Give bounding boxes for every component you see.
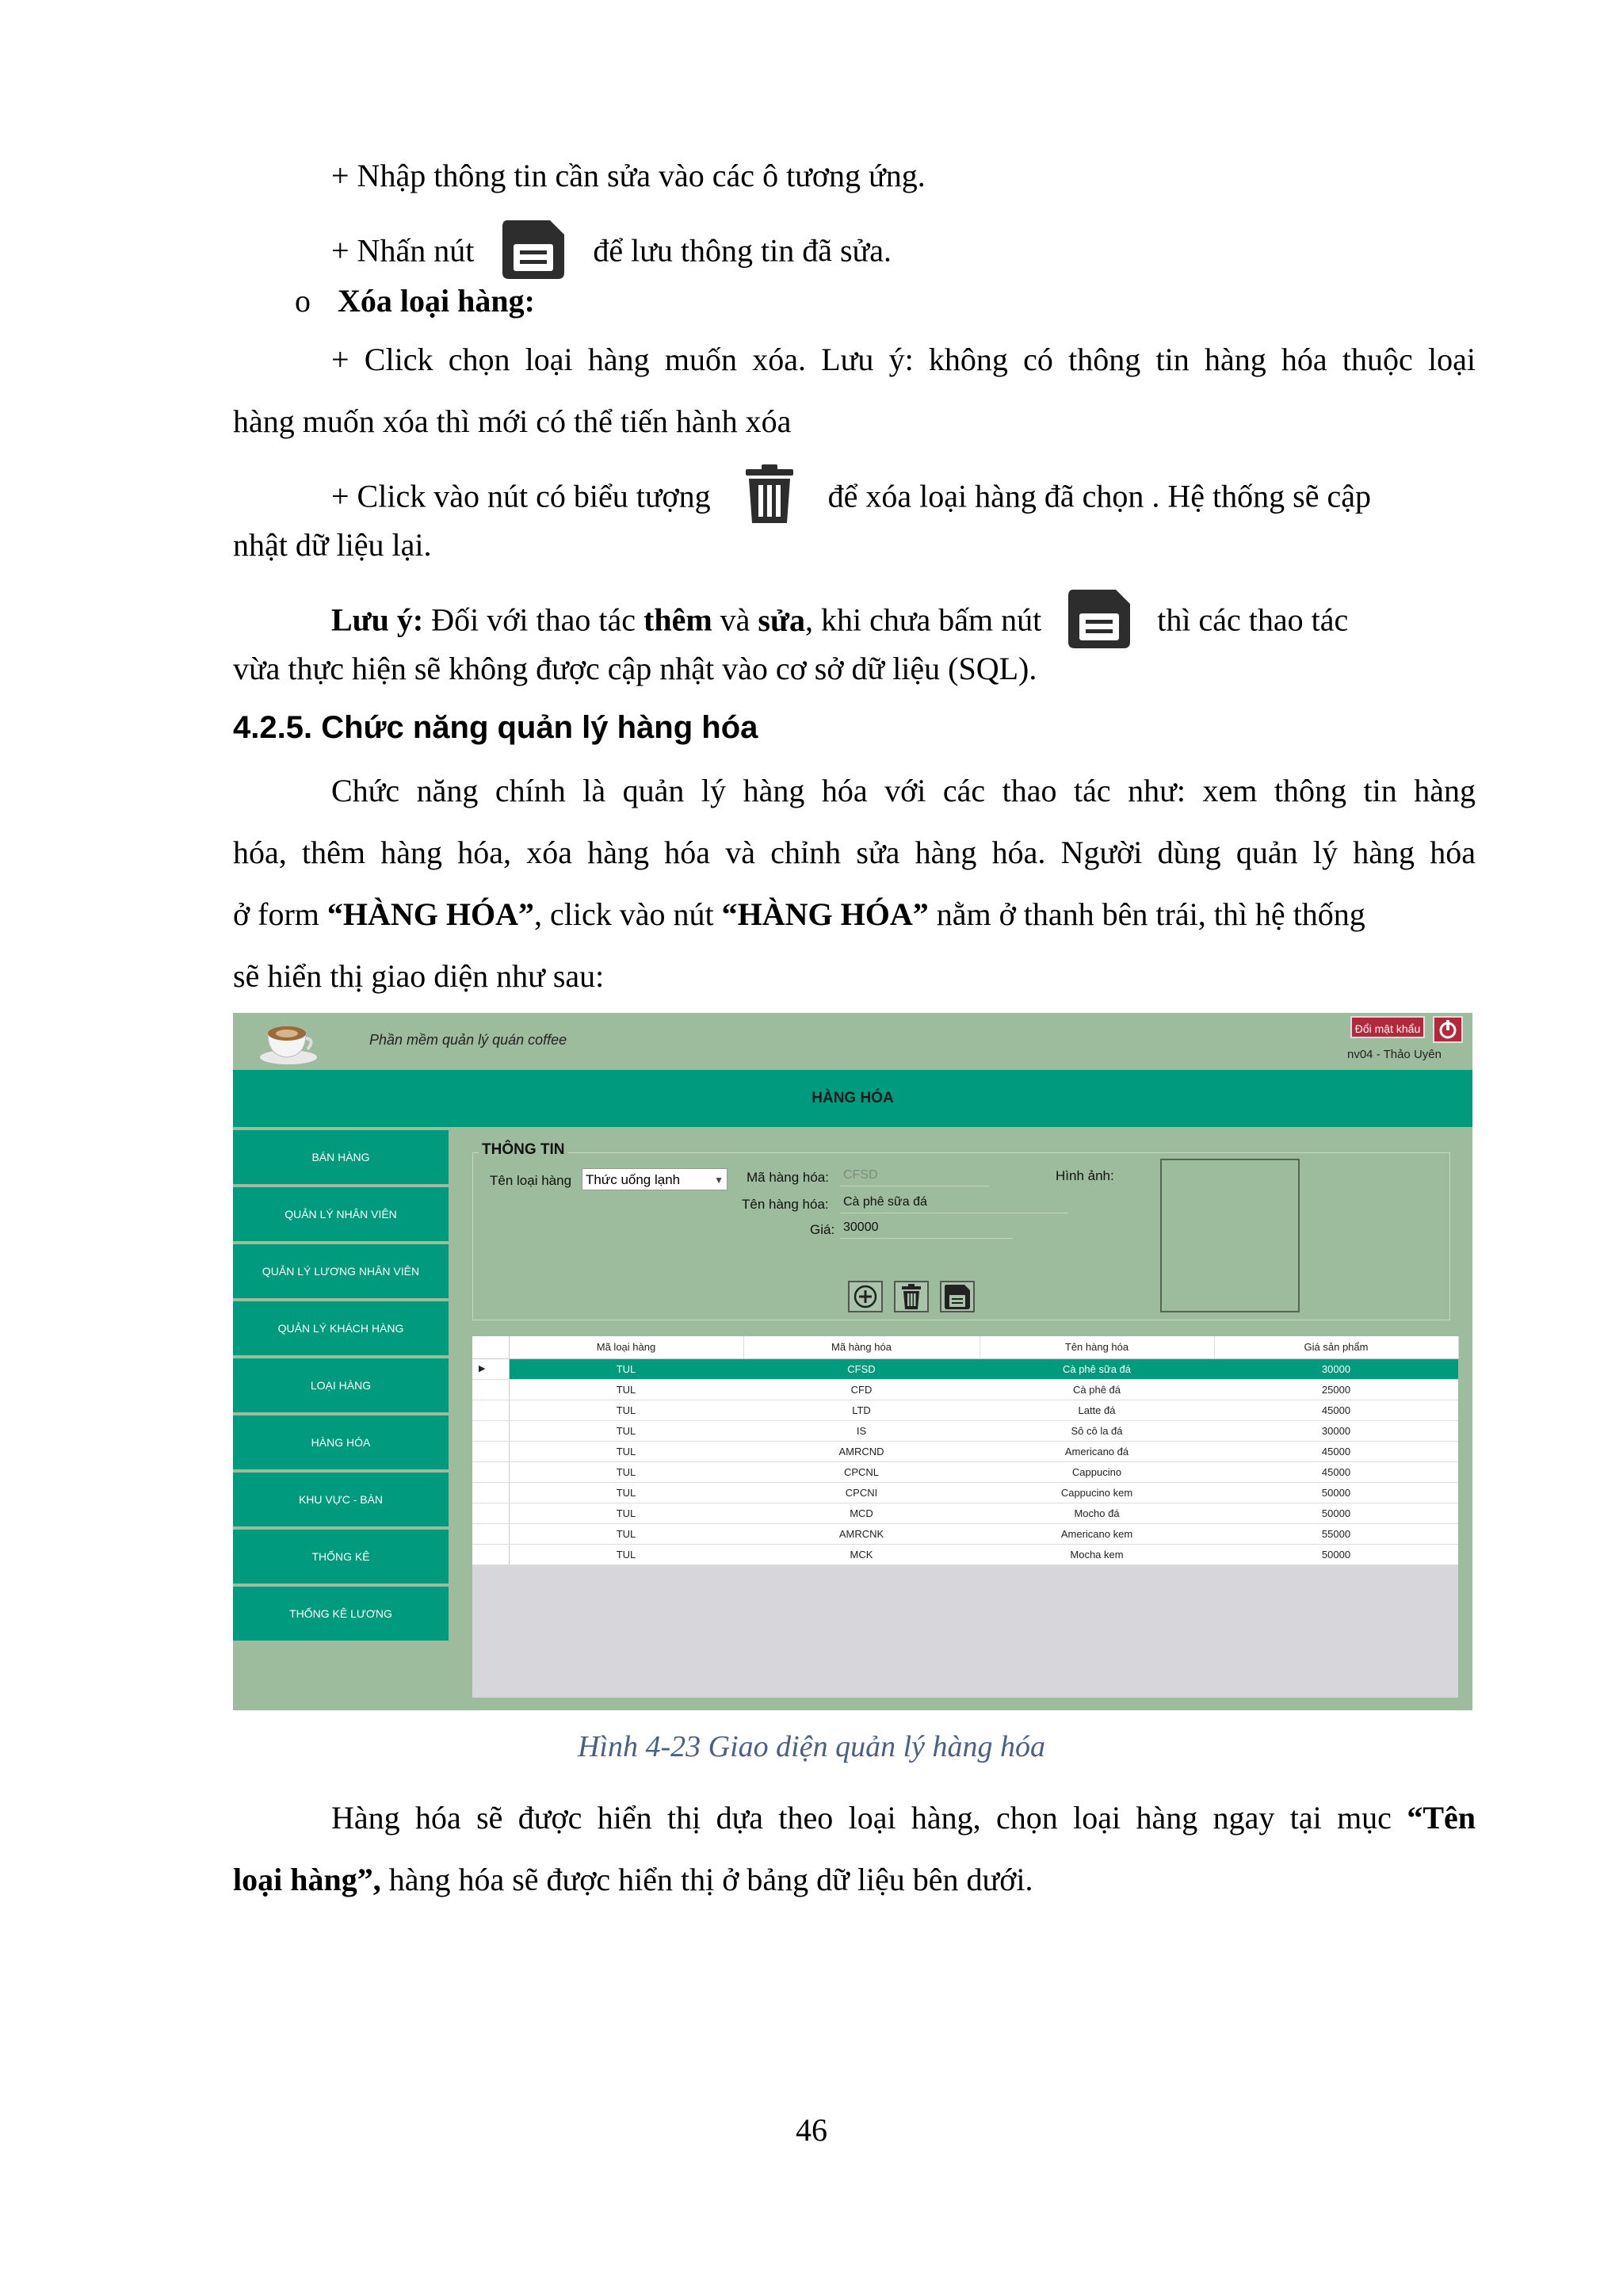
section-heading: 4.2.5. Chức năng quản lý hàng hóa bbox=[233, 710, 758, 745]
row-pointer-icon: ▶ bbox=[479, 1364, 486, 1373]
table-cell: MCK bbox=[850, 1549, 873, 1561]
row-header[interactable] bbox=[472, 1359, 510, 1379]
column-header[interactable]: Mã hàng hóa bbox=[743, 1336, 980, 1358]
text-press-button: + Nhấn nút bbox=[331, 232, 475, 269]
save-button[interactable] bbox=[940, 1281, 975, 1312]
table-cell: TUL bbox=[616, 1528, 636, 1540]
category-select[interactable] bbox=[582, 1168, 727, 1190]
table-cell: 50000 bbox=[1321, 1487, 1351, 1499]
table-cell: CFD bbox=[850, 1384, 873, 1396]
table-cell: CPCNI bbox=[845, 1487, 878, 1499]
paragraph-outro-1 bbox=[331, 1797, 1476, 1839]
row-header[interactable] bbox=[472, 1442, 510, 1461]
table-row[interactable] bbox=[472, 1524, 1458, 1545]
form-banner: HÀNG HÓA bbox=[233, 1070, 1472, 1127]
current-user: nv04 - Thảo Uyên bbox=[1347, 1048, 1442, 1061]
table-cell: TUL bbox=[616, 1404, 636, 1416]
row-header[interactable] bbox=[472, 1400, 510, 1420]
paragraph-select-category: + Click chọn loại hàng muốn xóa. Lưu ý: không có thông tin hàng hóa thuộc loại bbox=[331, 342, 1476, 377]
sidebar-item-thong-ke[interactable]: THỐNG KÊ bbox=[233, 1530, 449, 1584]
table-cell: Cà phê đá bbox=[1073, 1384, 1121, 1396]
paragraph-intro-1: Chức năng chính là quản lý hàng hóa với các thao tác như: xem thông tin hàng bbox=[331, 773, 1476, 808]
table-row[interactable] bbox=[472, 1400, 1458, 1421]
row-header[interactable] bbox=[472, 1545, 510, 1564]
sidebar-item-khu-vuc-ban[interactable]: KHU VỰC - BÀN bbox=[233, 1473, 449, 1526]
table-cell: 30000 bbox=[1321, 1425, 1351, 1437]
info-title: THÔNG TIN bbox=[479, 1141, 568, 1159]
table-row[interactable] bbox=[472, 1483, 1458, 1503]
table-cell: TUL bbox=[616, 1507, 636, 1519]
table-cell: Latte đá bbox=[1078, 1404, 1116, 1416]
plus-circle-icon bbox=[850, 1282, 881, 1311]
outro-text-b: hàng hóa sẽ được hiển thị ở bảng dữ liệu bên dưới. bbox=[388, 1862, 1033, 1897]
label-name: Tên hàng hóa: bbox=[742, 1197, 829, 1212]
save-icon bbox=[1065, 586, 1133, 660]
bullet-delete-category bbox=[295, 281, 535, 322]
category-value: Thức uống lạnh bbox=[586, 1172, 681, 1187]
label-image: Hình ảnh: bbox=[1056, 1168, 1114, 1183]
note-text-a: Đối với thao tác bbox=[431, 602, 636, 638]
table-row[interactable] bbox=[472, 1421, 1458, 1442]
paragraph-intro-3 bbox=[233, 894, 1365, 935]
table-row[interactable] bbox=[472, 1359, 1458, 1380]
table-cell: CFSD bbox=[847, 1363, 876, 1375]
chevron-down-icon: ▼ bbox=[714, 1175, 724, 1186]
table-cell: Americano kem bbox=[1060, 1528, 1133, 1540]
intro-form-name: “HÀNG HÓA” bbox=[327, 896, 535, 932]
column-header[interactable]: Tên hàng hóa bbox=[980, 1336, 1215, 1358]
paragraph-intro-2: hóa, thêm hàng hóa, xóa hàng hóa và chỉnh sửa hàng hóa. Người dùng quản lý hàng hóa bbox=[233, 835, 1476, 870]
intro-button-name: “HÀNG HÓA” bbox=[721, 896, 929, 932]
label-price: Giá: bbox=[810, 1222, 835, 1237]
trash-icon bbox=[896, 1282, 927, 1311]
table-cell: 45000 bbox=[1321, 1404, 1351, 1416]
app-screenshot bbox=[233, 1013, 1472, 1710]
note-text-c: thì các thao tác bbox=[1157, 602, 1349, 638]
table-cell: TUL bbox=[616, 1446, 636, 1457]
row-header[interactable] bbox=[472, 1503, 510, 1523]
sidebar-item-thong-ke-luong[interactable]: THỐNG KÊ LƯƠNG bbox=[233, 1587, 449, 1641]
price-input[interactable]: 30000 bbox=[840, 1217, 1013, 1239]
sidebar-item-nhan-vien[interactable]: QUẢN LÝ NHÂN VIÊN bbox=[233, 1187, 449, 1241]
text-click-icon: + Click vào nút có biểu tượng bbox=[331, 478, 711, 514]
table-cell: Cappucino kem bbox=[1060, 1487, 1133, 1499]
note-text-b: , khi chưa bấm nút bbox=[805, 602, 1042, 638]
table-cell: 45000 bbox=[1321, 1466, 1351, 1478]
label-code: Mã hàng hóa: bbox=[747, 1170, 829, 1185]
add-button[interactable] bbox=[848, 1281, 883, 1312]
outro-text-a: Hàng hóa sẽ được hiển thị dựa theo loại hàng, chọn loại hàng ngay tại mục bbox=[331, 1800, 1392, 1836]
row-header[interactable] bbox=[472, 1462, 510, 1482]
table-row[interactable] bbox=[472, 1545, 1458, 1565]
app-title: Phần mềm quản lý quán coffee bbox=[369, 1032, 567, 1048]
note-va: và bbox=[720, 602, 750, 638]
column-header[interactable]: Mã loại hàng bbox=[509, 1336, 744, 1358]
table-cell: Sô cô la đá bbox=[1071, 1425, 1123, 1437]
table-row[interactable] bbox=[472, 1462, 1458, 1483]
table-header bbox=[472, 1336, 1458, 1359]
row-header[interactable] bbox=[472, 1380, 510, 1400]
bullet-mark: o bbox=[295, 283, 311, 319]
table-cell: 50000 bbox=[1321, 1507, 1351, 1519]
row-header[interactable] bbox=[472, 1483, 510, 1503]
figure-caption: Hình 4-23 Giao diện quản lý hàng hóa bbox=[577, 1730, 1045, 1763]
table-row[interactable] bbox=[472, 1442, 1458, 1462]
bullet-title: Xóa loại hàng: bbox=[338, 283, 535, 319]
table-cell: Cappucino bbox=[1071, 1466, 1122, 1478]
label-category: Tên loại hàng bbox=[490, 1173, 572, 1188]
sidebar-item-luong-nhan-vien[interactable]: QUẢN LÝ LƯƠNG NHÂN VIÊN bbox=[233, 1244, 449, 1298]
table-cell: TUL bbox=[616, 1549, 636, 1561]
text-delete-selected: để xóa loại hàng đã chọn . Hệ thống sẽ cập bbox=[827, 478, 1371, 514]
coffee-cup-icon bbox=[258, 1016, 319, 1065]
table-cell: 45000 bbox=[1321, 1446, 1351, 1457]
table-cell: TUL bbox=[616, 1363, 636, 1375]
paragraph-intro-4: sẽ hiển thị giao diện như sau: bbox=[233, 958, 605, 994]
table-cell: LTD bbox=[852, 1404, 871, 1416]
page-number: 46 bbox=[796, 2112, 827, 2148]
column-header[interactable]: Giá sản phẩm bbox=[1214, 1336, 1459, 1358]
row-header[interactable] bbox=[472, 1421, 510, 1441]
paragraph-select-category-2: hàng muốn xóa thì mới có thể tiến hành xóa bbox=[233, 403, 792, 439]
change-password-button[interactable]: Đổi mật khẩu bbox=[1350, 1016, 1425, 1038]
table-cell: Mocho đá bbox=[1074, 1507, 1120, 1519]
table-cell: IS bbox=[856, 1425, 867, 1437]
image-preview[interactable] bbox=[1160, 1159, 1300, 1312]
table-cell: 55000 bbox=[1321, 1528, 1351, 1540]
delete-button[interactable] bbox=[894, 1281, 929, 1312]
table-cell: TUL bbox=[616, 1466, 636, 1478]
table-cell: AMRCNK bbox=[838, 1528, 884, 1540]
table-cell: 50000 bbox=[1321, 1549, 1351, 1561]
trash-icon bbox=[736, 463, 803, 537]
intro-text-a: ở form bbox=[233, 896, 319, 932]
products-table bbox=[472, 1336, 1458, 1698]
paragraph-delete-hint-2: nhật dữ liệu lại. bbox=[233, 527, 432, 563]
table-cell: 25000 bbox=[1321, 1384, 1351, 1396]
table-row[interactable] bbox=[472, 1503, 1458, 1524]
paragraph-edit-input: + Nhập thông tin cần sửa vào các ô tương ứng. bbox=[331, 158, 926, 193]
name-input[interactable]: Cà phê sữa đá bbox=[840, 1192, 1068, 1213]
intro-text-e: nằm ở thanh bên trái, thì hệ thống bbox=[936, 896, 1365, 932]
table-cell: MCD bbox=[850, 1507, 873, 1519]
table-cell: TUL bbox=[616, 1487, 636, 1499]
floppy-disk-icon bbox=[941, 1282, 973, 1311]
row-header[interactable] bbox=[472, 1524, 510, 1544]
text-save-edited: để lưu thông tin đã sửa. bbox=[593, 232, 892, 269]
table-cell: Mocha kem bbox=[1070, 1549, 1124, 1561]
sidebar bbox=[233, 1130, 449, 1644]
sidebar-item-hang-hoa[interactable]: HÀNG HÓA bbox=[233, 1415, 449, 1469]
table-cell: CPCNL bbox=[843, 1466, 880, 1478]
note-them: thêm bbox=[643, 602, 712, 638]
table-cell: TUL bbox=[616, 1425, 636, 1437]
sidebar-item-loai-hang[interactable]: LOẠI HÀNG bbox=[233, 1358, 449, 1412]
code-input[interactable]: CFSD bbox=[840, 1165, 989, 1186]
note-sua: sửa bbox=[758, 602, 805, 638]
outro-bold-ten: “Tên bbox=[1407, 1800, 1476, 1836]
paragraph-delete-hint bbox=[331, 463, 1371, 537]
sidebar-item-ban-hang[interactable]: BÁN HÀNG bbox=[233, 1130, 449, 1184]
paragraph-outro-2 bbox=[233, 1859, 1033, 1901]
power-icon bbox=[1434, 1018, 1461, 1041]
table-cell: Cà phê sữa đá bbox=[1062, 1363, 1132, 1375]
table-row[interactable] bbox=[472, 1380, 1458, 1400]
sidebar-item-khach-hang[interactable]: QUẢN LÝ KHÁCH HÀNG bbox=[233, 1301, 449, 1355]
note-label: Lưu ý: bbox=[331, 602, 424, 638]
table-cell: 30000 bbox=[1321, 1363, 1351, 1375]
table-cell: AMRCND bbox=[838, 1446, 884, 1457]
intro-text-c: , click vào nút bbox=[534, 896, 714, 932]
row-header-corner bbox=[472, 1336, 510, 1358]
table-cell: Americano đá bbox=[1064, 1446, 1129, 1457]
paragraph-note-2: vừa thực hiện sẽ không được cập nhật vào cơ sở dữ liệu (SQL). bbox=[233, 651, 1037, 686]
logout-button[interactable] bbox=[1433, 1016, 1463, 1043]
outro-bold-loai-hang: loại hàng”, bbox=[233, 1862, 381, 1897]
table-cell: TUL bbox=[616, 1384, 636, 1396]
